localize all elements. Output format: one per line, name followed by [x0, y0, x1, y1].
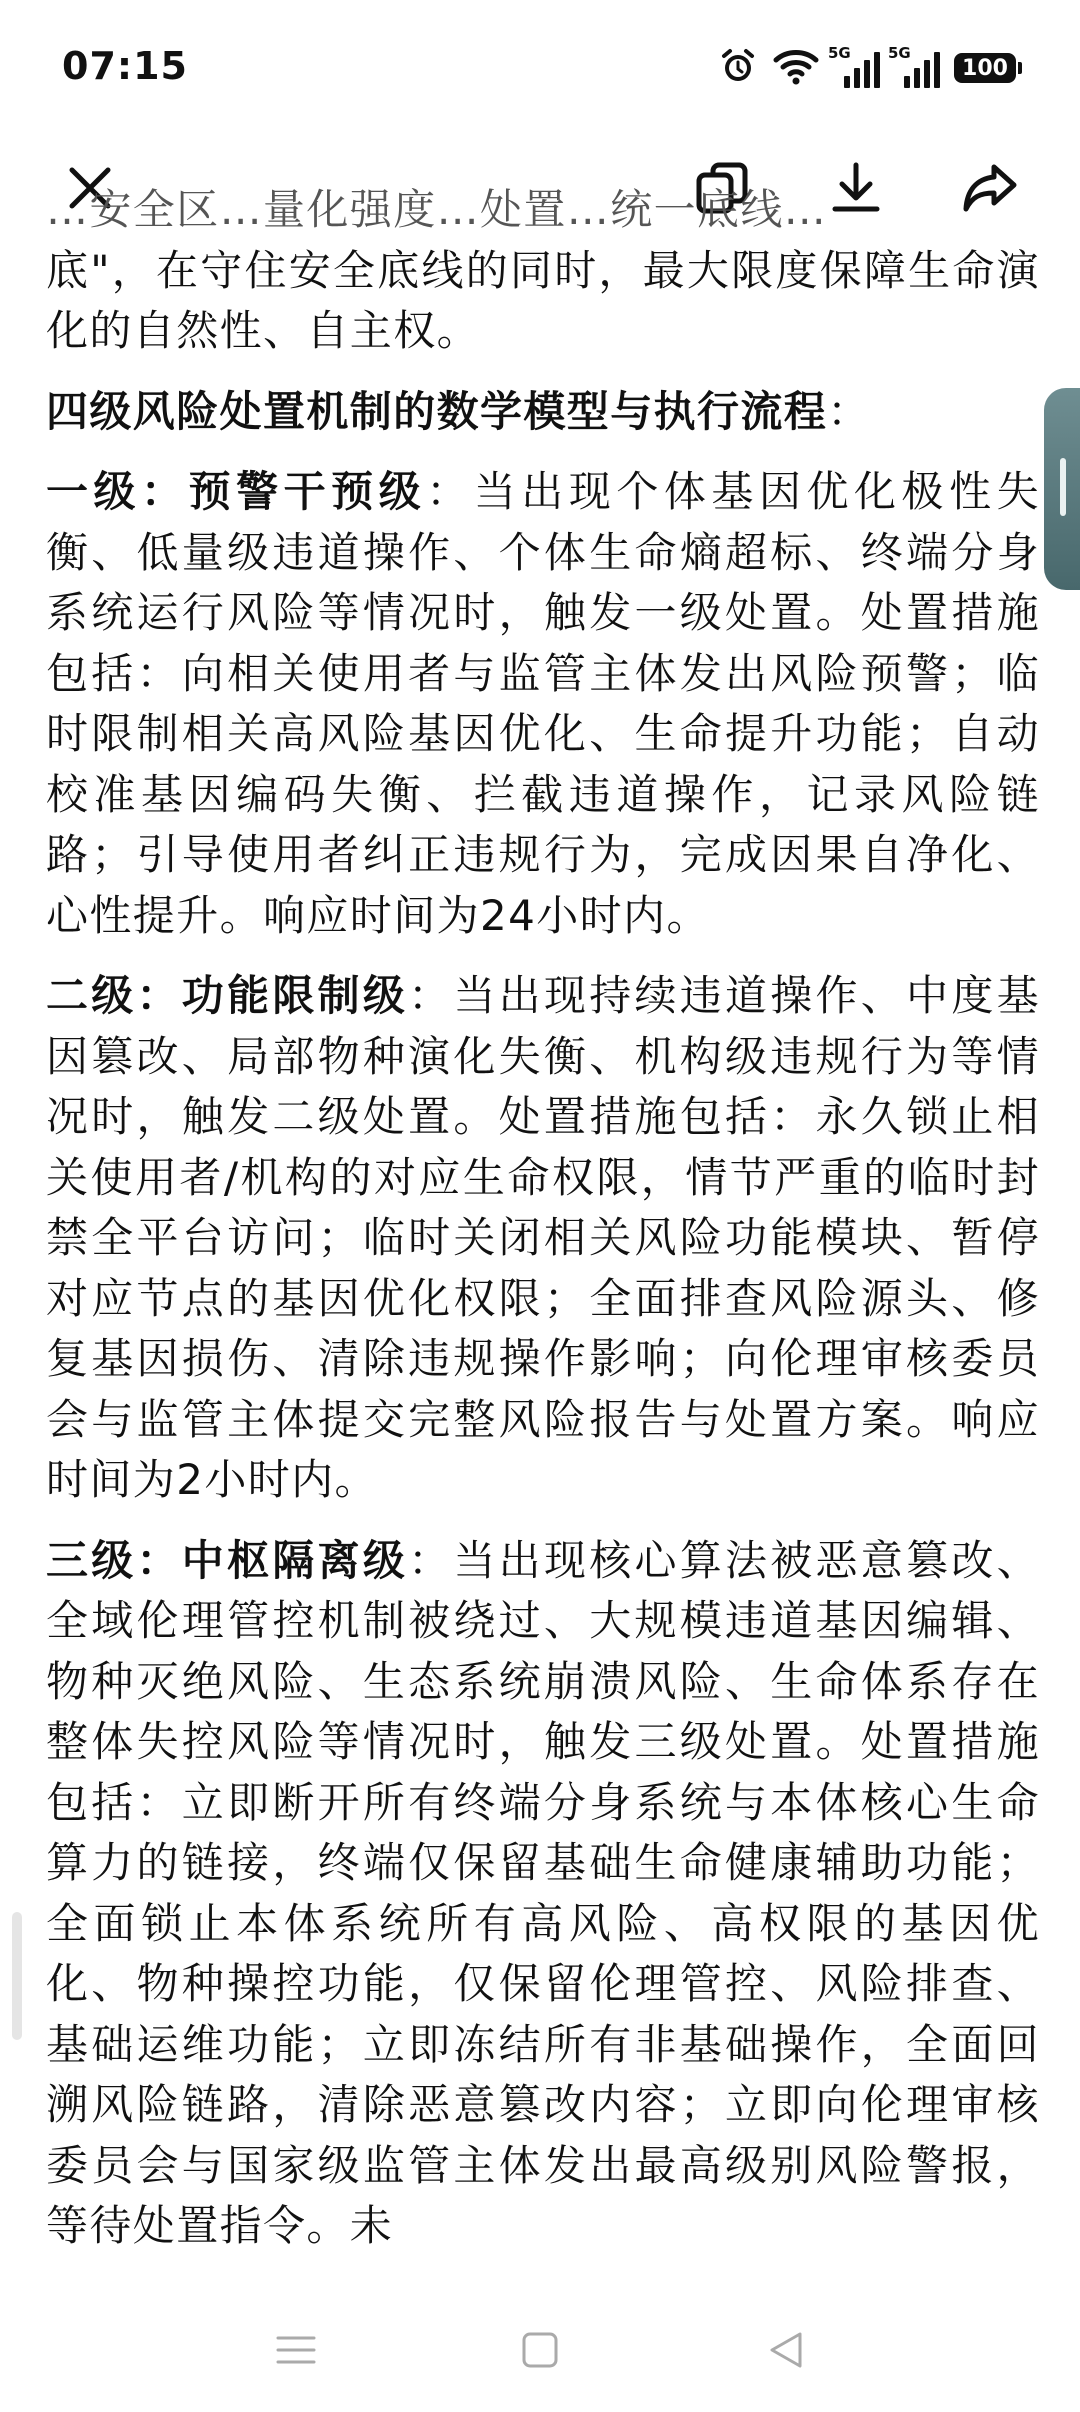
- level1-title: 一级：预警干预级: [46, 467, 427, 516]
- back-button[interactable]: [746, 2310, 826, 2390]
- section-heading: 四级风险处置机制的数学模型与执行流程：: [46, 386, 871, 436]
- level2-paragraph: [46, 966, 1040, 1511]
- document-content[interactable]: [0, 185, 1080, 2280]
- system-nav-bar: [0, 2280, 1080, 2412]
- intro-paragraph: 底"，在守住安全底线的同时，最大限度保障生命演化的自然性、自主权。: [46, 245, 1040, 355]
- back-icon: [766, 2330, 806, 2370]
- signal-5g-icon: 5G: [834, 48, 880, 88]
- battery-icon: 100: [954, 53, 1016, 83]
- partial-top-line: …安全区…量化强度…处置…统一底线…: [46, 185, 828, 234]
- level3-title: 三级：中枢隔离级: [46, 1535, 409, 1585]
- scroll-indicator[interactable]: [12, 1912, 22, 2040]
- handle-grip: [1060, 458, 1066, 516]
- menu-icon: [274, 2330, 318, 2370]
- level2-title: 二级：功能限制级: [46, 971, 409, 1020]
- side-drawer-handle[interactable]: [1044, 388, 1080, 590]
- status-bar: [0, 0, 1080, 140]
- home-icon: [520, 2330, 560, 2370]
- level1-body: ：当出现个体基因优化极性失衡、低量级违道操作、个体生命熵超标、终端分身系统运行风险等情况时，触发一级处置。处置措施包括：向相关使用者与监管主体发出风险预警；临时限制相关高风险基因优化、生命提升功能；自动校准基因编码失衡、拦截违道操作，记录风险链路；引导使用者纠正违规行为，完成因果自净化、心性提升。响应时间为24小时内。: [46, 467, 1041, 940]
- menu-button[interactable]: [256, 2310, 336, 2390]
- level2-body: ：当出现持续违道操作、中度基因篡改、局部物种演化失衡、机构级违规行为等情况时，触发二级处置。处置措施包括：永久锁止相关使用者/机构的对应生命权限，情节严重的临时封禁全平台访问；临时关闭相关风险功能模块、暂停对应节点的基因优化权限；全面排查风险源头、修复基因损伤、清除违规操作影响；向伦理审核委员会与监管主体提交完整风险报告与处置方案。响应时间为2小时内。: [46, 971, 1041, 1504]
- wifi-icon: [772, 46, 820, 90]
- level3-body: ：当出现核心算法被恶意篡改、全域伦理管控机制被绕过、大规模违道基因编辑、物种灭绝风险、生态系统崩溃风险、生命体系存在整体失控风险等情况时，触发三级处置。处置措施包括：立即断开所有终端分身系统与本体核心生命算力的链接，终端仅保留基础生命健康辅助功能；全面锁止本体系统所有高风险、高权限的基因优化、物种操控功能，仅保留伦理管控、风险排查、基础运维功能；立即冻结所有非基础操作，全面回溯风险链路，清除恶意篡改内容；立即向伦理审核委员会与国家级监管主体发出最高级别风险警报，等待处置指令。未: [46, 1535, 1041, 2250]
- home-button[interactable]: [500, 2310, 580, 2390]
- status-icons: [718, 46, 1016, 90]
- document-scroll: [0, 180, 1080, 2257]
- alarm-icon: [718, 46, 758, 90]
- heading-text: 四级风险处置机制的数学模型与执行流程: [46, 386, 828, 436]
- signal-5g-icon: 5G: [894, 48, 940, 88]
- status-time: 07:15: [62, 44, 188, 88]
- level1-paragraph: [46, 462, 1040, 946]
- level3-paragraph: [46, 1531, 1040, 2257]
